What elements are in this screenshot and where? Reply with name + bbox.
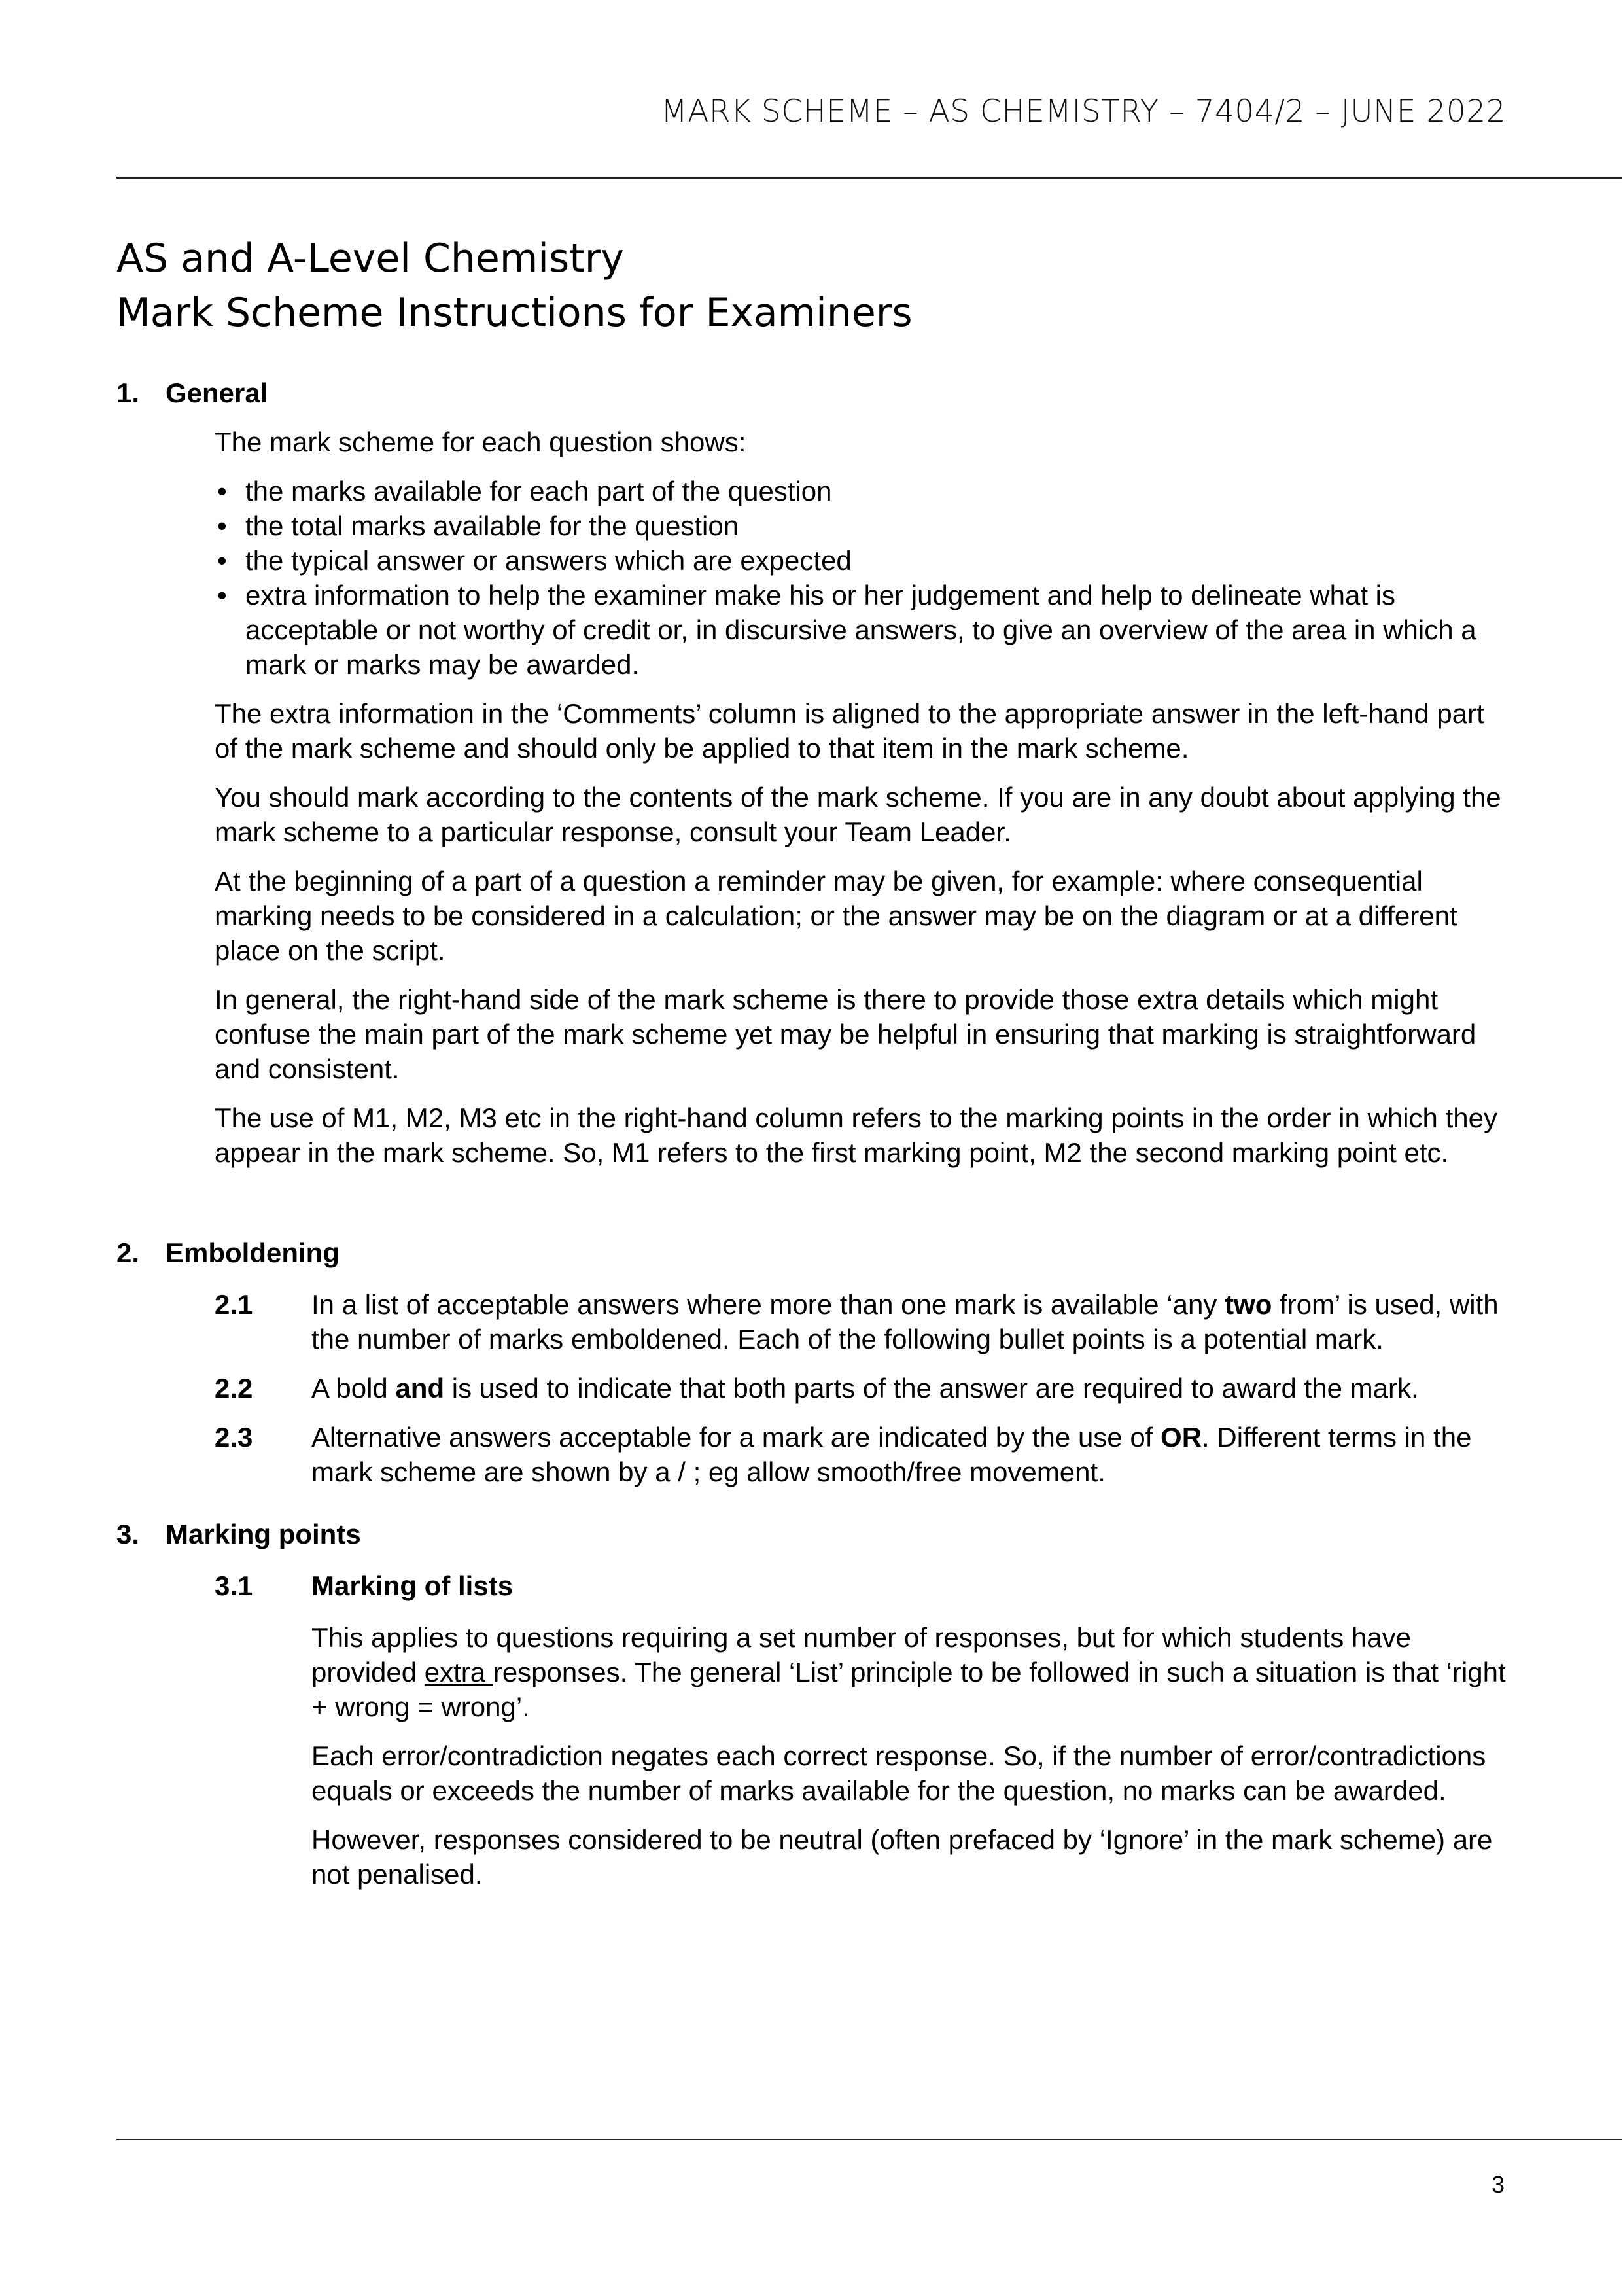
section-3-body — [215, 1568, 1510, 1892]
section-1-heading — [116, 376, 1510, 410]
bullet-icon: • — [217, 476, 227, 506]
paragraph: This applies to questions requiring a set number of responses, but for which students have provided extra responses. The general ‘List’ principle to be followed in such a situation is that ‘right + wrong = wrong’. — [311, 1622, 1506, 1722]
section-title: General — [166, 378, 268, 408]
document-title — [116, 232, 913, 340]
section-3-heading — [116, 1517, 1510, 1551]
item-number: 3.1 — [215, 1570, 253, 1601]
bullet-icon: • — [217, 510, 227, 541]
paragraph: At the beginning of a part of a question a reminder may be given, for example: where consequential marking needs to be considered in a calculation; or the answer may be on the diagram or at a different place on the script. — [215, 866, 1457, 966]
content — [116, 376, 1510, 1892]
section-1-intro: The mark scheme for each question shows: — [215, 427, 746, 457]
section-1-body — [215, 425, 1510, 1170]
paragraph: In general, the right-hand side of the mark scheme is there to provide those extra details which might confuse the main part of the mark scheme yet may be helpful in ensuring that marking is straightforward and consistent. — [215, 984, 1476, 1084]
section-number: 3. — [116, 1519, 140, 1549]
section-number: 2. — [116, 1237, 140, 1268]
paragraph: Each error/contradiction negates each correct response. So, if the number of error/contradictions equals or exceeds the number of marks available for the question, no marks can be awarded. — [311, 1740, 1486, 1806]
running-header: MARK SCHEME – AS CHEMISTRY – 7404/2 – JUNE 2022 — [661, 94, 1506, 130]
section-title: Marking points — [166, 1519, 361, 1549]
paragraph: You should mark according to the contents of the mark scheme. If you are in any doubt about applying the mark scheme to a particular response, consult your Team Leader. — [215, 782, 1501, 847]
paragraph: However, responses considered to be neutral (often prefaced by ‘Ignore’ in the mark scheme) are not penalised. — [311, 1824, 1493, 1890]
title-line-1: AS and A-Level Chemistry — [116, 236, 624, 281]
header-rule — [116, 177, 1622, 179]
subsection-3-1-heading — [215, 1568, 1510, 1603]
list-item: • the marks available for each part of the question — [215, 474, 1510, 508]
item-number: 2.2 — [215, 1373, 253, 1404]
section-title: Emboldening — [166, 1237, 340, 1268]
footer-rule — [116, 2139, 1622, 2140]
rule-item-2-2: 2.2 A bold and is used to indicate that both parts of the answer are required to award the mark. — [215, 1371, 1510, 1405]
bullet-icon: • — [217, 580, 227, 610]
list-item: • extra information to help the examiner make his or her judgement and help to delineate what is acceptable or not worthy of credit or, in discursive answers, to give an overview of the area in which a mark or marks may be awarded. — [215, 578, 1510, 682]
title-line-2: Mark Scheme Instructions for Examiners — [116, 290, 913, 336]
paragraph: The use of M1, M2, M3 etc in the right-hand column refers to the marking points in the order in which they appear in the mark scheme. So, M1 refers to the first marking point, M2 the second marking point etc. — [215, 1103, 1497, 1168]
item-number: 2.1 — [215, 1289, 253, 1320]
bullet-icon: • — [217, 545, 227, 576]
paragraph: The extra information in the ‘Comments’ column is aligned to the appropriate answer in the left-hand part of the mark scheme and should only be applied to that item in the mark scheme. — [215, 698, 1484, 764]
section-number: 1. — [116, 378, 140, 408]
rule-item-2-3: 2.3 Alternative answers acceptable for a mark are indicated by the use of OR. Different terms in the mark scheme are shown by a / ; eg allow smooth/free movement. — [215, 1420, 1510, 1489]
item-number: 2.3 — [215, 1422, 253, 1453]
list-item: • the total marks available for the question — [215, 508, 1510, 543]
bullet-list — [215, 474, 1510, 682]
subsection-3-1-body — [215, 1620, 1510, 1892]
section-2-heading — [116, 1235, 1510, 1270]
section-2-body — [215, 1287, 1510, 1489]
subsection-title: Marking of lists — [311, 1570, 514, 1601]
list-item: • the typical answer or answers which are expected — [215, 543, 1510, 578]
page-number: 3 — [1491, 2171, 1505, 2198]
rule-item-2-1: 2.1 In a list of acceptable answers where more than one mark is available ‘any two from’ is used, with the number of marks emboldened. Each of the following bullet points is a potential mark. — [215, 1287, 1510, 1356]
